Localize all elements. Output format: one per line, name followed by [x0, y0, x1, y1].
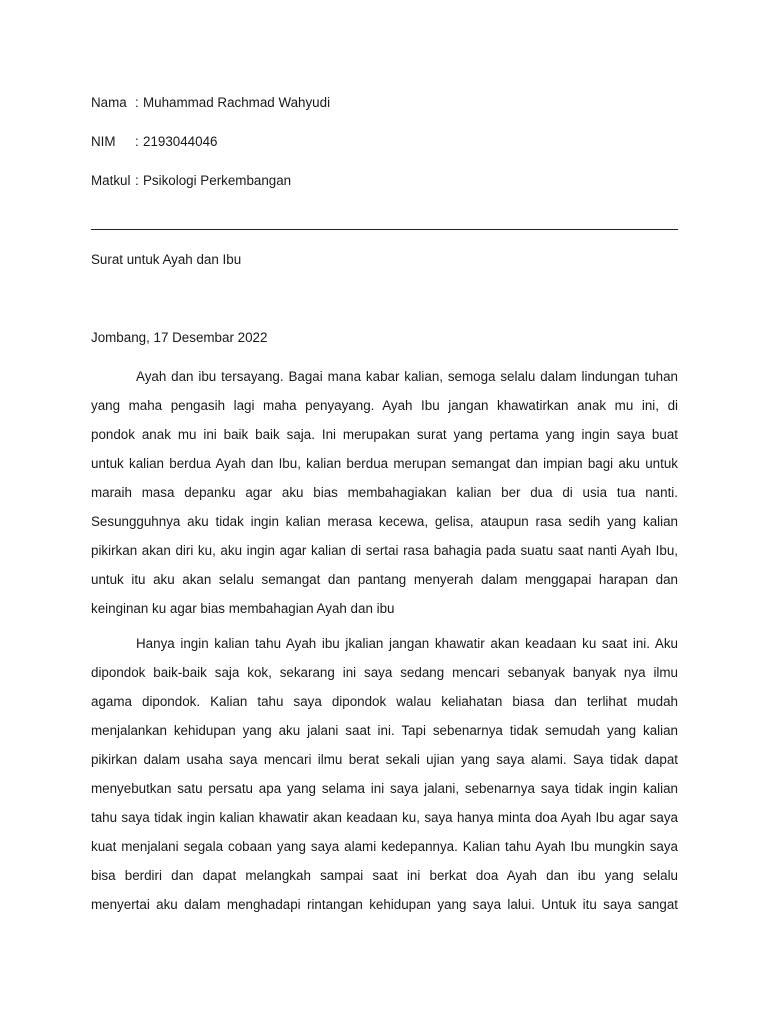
- paragraph-line: bisa berdiri dan dapat melangkah sampai saat ini berkat doa Ayah dan ibu yang selalu: [91, 868, 678, 883]
- matkul-label: Matkul: [91, 173, 131, 188]
- horizontal-divider: [91, 229, 678, 230]
- paragraph-line: yang maha pengasih lagi maha penyayang. Ayah Ibu jangan khawatirkan anak mu ini, di: [91, 398, 678, 413]
- paragraph-2: [91, 629, 678, 919]
- paragraph-line: untuk itu aku akan selalu semangat dan pantang menyerah dalam menggapai harapan dan: [91, 572, 678, 587]
- paragraph-line: untuk kalian berdua Ayah dan Ibu, kalian berdua merupan semangat dan impian bagi aku untuk: [91, 456, 678, 471]
- letter-dateline: Jombang, 17 Desembar 2022: [91, 330, 268, 345]
- paragraph-line: maraih masa depanku agar aku bias membahagiakan kalian ber dua di usia tua nanti.: [91, 485, 678, 500]
- paragraph-line: pondok anak mu ini baik baik saja. Ini merupakan surat yang pertama yang ingin saya buat: [91, 427, 678, 442]
- paragraph-line: menyertai aku dalam menghadapi rintangan kehidupan yang saya lalui. Untuk itu saya sangat: [91, 897, 678, 912]
- matkul-row: [91, 171, 678, 191]
- paragraph-line: pikirkan akan diri ku, aku ingin agar kalian di sertai rasa bahagia pada suatu saat nanti Ayah Ibu,: [91, 543, 678, 558]
- paragraph-line: menjalankan kehidupan yang aku jalani saat ini. Tapi sebenarnya tidak semudah yang kalian: [91, 723, 678, 738]
- nim-row: [91, 132, 678, 152]
- matkul-separator: :: [135, 173, 139, 188]
- nim-label: NIM: [91, 134, 116, 149]
- matkul-value: Psikologi Perkembangan: [143, 173, 292, 188]
- nama-label: Nama: [91, 95, 127, 110]
- paragraph-line: dipondok baik-baik saja kok, sekarang ini saya sedang mencari sebanyak banyak nya ilmu: [91, 665, 678, 680]
- paragraph-line: agama dipondok. Kalian tahu saya dipondok walau keliahatan biasa dan terlihat mudah: [91, 694, 678, 709]
- paragraph-line: Sesungguhnya aku tidak ingin kalian merasa kecewa, gelisa, ataupun rasa sedih yang kalian: [91, 514, 678, 529]
- paragraph-line: Ayah dan ibu tersayang. Bagai mana kabar kalian, semoga selalu dalam lindungan tuhan: [136, 369, 678, 384]
- paragraph-line: tahu saya tidak ingin kalian khawatir akan keadaan ku, saya hanya minta doa Ayah Ibu agar saya: [91, 810, 678, 825]
- letter-title: Surat untuk Ayah dan Ibu: [91, 252, 242, 267]
- paragraph-line: pikirkan dalam usaha saya mencari ilmu berat sekali ujian yang saya alami. Saya tidak dapat: [91, 752, 678, 767]
- nama-value: Muhammad Rachmad Wahyudi: [143, 95, 331, 110]
- paragraph-1: [91, 362, 678, 623]
- paragraph-line: menyebutkan satu persatu apa yang selama ini saya jalani, sebenarnya saya tidak ingin kalian: [91, 781, 678, 796]
- student-info-block: [91, 93, 678, 191]
- paragraph-line: keinginan ku agar bias membahagian Ayah dan ibu: [91, 601, 395, 616]
- paragraph-line: kuat menjalani segala cobaan yang saya alami kedepannya. Kalian tahu Ayah Ibu mungkin saya: [91, 839, 678, 854]
- nama-separator: :: [135, 95, 139, 110]
- nim-separator: :: [135, 134, 139, 149]
- paragraph-line: Hanya ingin kalian tahu Ayah ibu jkalian jangan khawatir akan keadaan ku saat ini. Aku: [136, 636, 678, 651]
- nama-row: [91, 93, 678, 113]
- nim-value: 2193044046: [143, 134, 218, 149]
